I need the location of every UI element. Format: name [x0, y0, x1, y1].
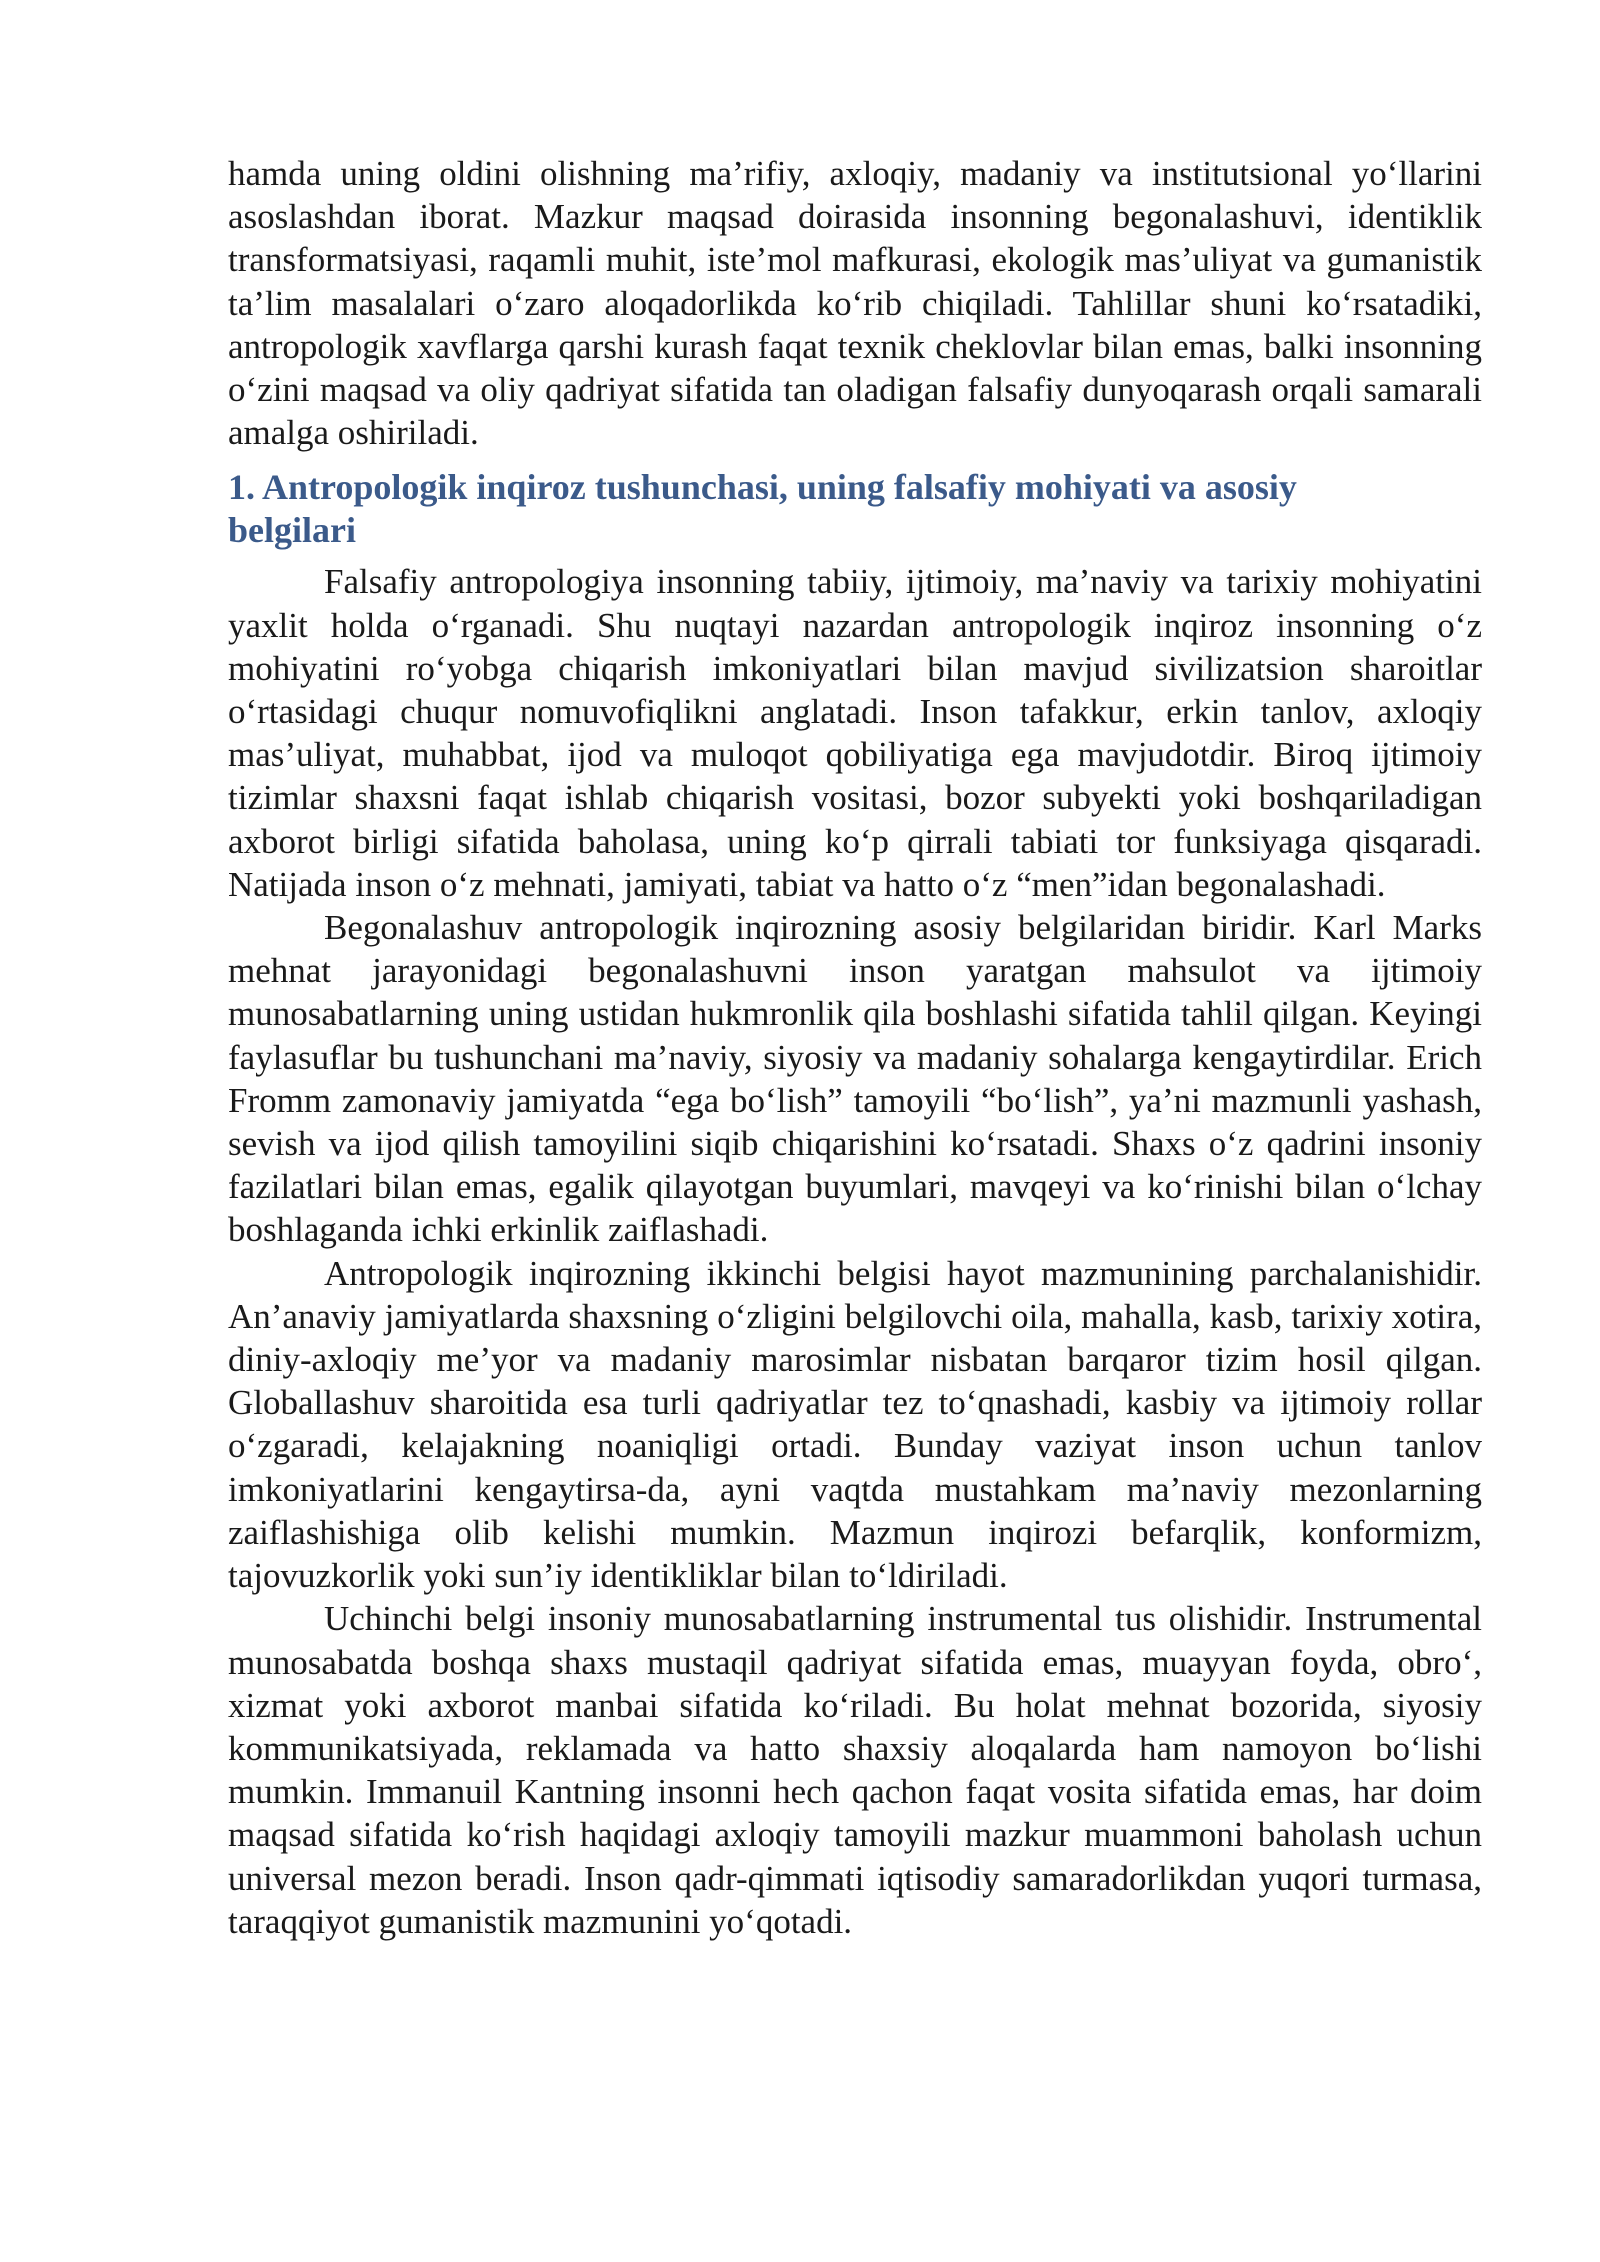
body-paragraph: Begonalashuv antropologik inqirozning asosiy belgilaridan biridir. Karl Marks mehnat jarayonidagi begonalashuvni inson yaratgan mahsulot va ijtimoiy munosabatlarning uning ustidan hukmronlik qila boshlashi sifatida tahlil qilgan. Keyingi faylasuflar bu tushunchani ma’naviy, siyosiy va madaniy sohalarga kengaytirdilar. Erich Fromm zamonaviy jamiyatda “ega bo‘lish” tamoyili “bo‘lish”, ya’ni mazmunli yashash, sevish va ijod qilish tamoyilini siqib chiqarishini ko‘rsatadi. Shaxs o‘z qadrini insoniy fazilatlari bilan emas, egalik qilayotgan buyumlari, mavqeyi va ko‘rinishi bilan o‘lchay boshlaganda ichki erkinlik zaiflashadi. — [228, 908, 1482, 1250]
document-page — [228, 152, 1482, 1943]
body-paragraph: Antropologik inqirozning ikkinchi belgisi hayot mazmunining parchalanishidir. An’anaviy jamiyatlarda shaxsning o‘zligini belgilovchi oila, mahalla, kasb, tarixiy xotira, diniy-axloqiy me’yor va madaniy marosimlar nisbatan barqaror tizim hosil qilgan. Globallashuv sharoitida esa turli qadriyatlar tez to‘qnashadi, kasbiy va ijtimoiy rollar o‘zgaradi, kelajakning noaniqligi ortadi. Bunday vaziyat inson uchun tanlov imkoniyatlarini kengaytirsa-da, ayni vaqtda mustahkam ma’naviy mezonlarning zaiflashishiga olib kelishi mumkin. Mazmun inqirozi befarqlik, konformizm, tajovuzkorlik yoki sun’iy identikliklar bilan to‘ldiriladi. — [228, 1253, 1482, 1596]
intro-paragraph: hamda uning oldini olishning ma’rifiy, axloqiy, madaniy va institutsional yo‘llarini asoslashdan iborat. Mazkur maqsad doirasida insonning begonalashuvi, identiklik transformatsiyasi, raqamli muhit, iste’mol mafkurasi, ekologik mas’uliyat va gumanistik ta’lim masalalari o‘zaro aloqadorlikda ko‘rib chiqiladi. Tahlillar shuni ko‘rsatadiki, antropologik xavflarga qarshi kurash faqat texnik cheklovlar bilan emas, balki insonning o‘zini maqsad va oliy qadriyat sifatida tan oladigan falsafiy dunyoqarash orqali samarali amalga oshiriladi. — [228, 154, 1482, 453]
section-heading: 1. Antropologik inqiroz tushunchasi, uning falsafiy mohiyati va asosiy belgilari — [228, 467, 1297, 551]
body-paragraph: Falsafiy antropologiya insonning tabiiy, ijtimoiy, ma’naviy va tarixiy mohiyatini yaxlit holda o‘rganadi. Shu nuqtayi nazardan antropologik inqiroz insonning o‘z mohiyatini ro‘yobga chiqarish imkoniyatlari bilan mavjud sivilizatsion sharoitlar o‘rtasidagi chuqur nomuvofiqlikni anglatadi. Inson tafakkur, erkin tanlov, axloqiy mas’uliyat, muhabbat, ijod va muloqot qobiliyatiga ega mavjudotdir. Biroq ijtimoiy tizimlar shaxsni faqat ishlab chiqarish vositasi, bozor subyekti yoki boshqariladigan axborot birligi sifatida baholasa, uning ko‘p qirrali tabiati tor funksiyaga qisqaradi. Natijada inson o‘z mehnati, jamiyati, tabiat va hatto o‘z “men”idan begonalashadi. — [228, 562, 1482, 904]
body-paragraph: Uchinchi belgi insoniy munosabatlarning instrumental tus olishidir. Instrumental munosabatda boshqa shaxs mustaqil qadriyat sifatida emas, muayyan foyda, obro‘, xizmat yoki axborot manbai sifatida ko‘riladi. Bu holat mehnat bozorida, siyosiy kommunikatsiyada, reklamada va hatto shaxsiy aloqalarda ham namoyon bo‘lishi mumkin. Immanuil Kantning insonni hech qachon faqat vosita sifatida emas, har doim maqsad sifatida ko‘rish haqidagi axloqiy tamoyili mazkur muammoni baholash uchun universal mezon beradi. Inson qadr-qimmati iqtisodiy samaradorlikdan yuqori turmasa, taraqqiyot gumanistik mazmunini yo‘qotadi. — [228, 1599, 1482, 1941]
